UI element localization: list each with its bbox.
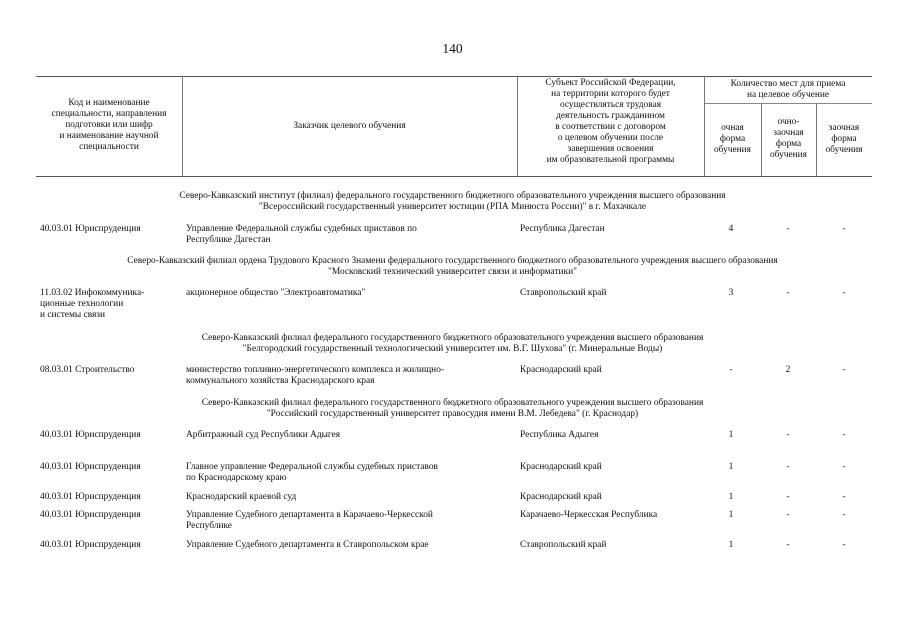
row-part-count: - [786, 492, 790, 502]
row-region: Ставропольский край [520, 288, 607, 298]
row-region: Краснодарский край [520, 462, 602, 472]
row-customer: Управление Судебного департамента в Карачаево-Черкесской Республике [186, 510, 433, 531]
header-top-rule [36, 76, 872, 77]
row-region: Карачаево-Черкесская Республика [520, 510, 658, 520]
row-corr-count: - [842, 288, 846, 298]
row-code: 08.03.01 Строительство [40, 365, 135, 375]
row-full-count: 1 [728, 510, 734, 520]
row-customer: министерство топливно-энергетического комплекса и жилищно- коммунального хозяйства Краснодарского края [186, 365, 445, 386]
group-title: Северо-Кавказский институт (филиал) федерального государственного бюджетного образовательного учреждения высшего образования "Всероссийский государственный университет юстиции (РПА Минюста России)" в г. Махачкале [179, 191, 726, 212]
row-part-count: - [786, 288, 790, 298]
row-corr-count: - [842, 224, 846, 234]
page-number: 140 [442, 41, 463, 56]
row-corr-count: - [842, 462, 846, 472]
row-full-count: 1 [728, 492, 734, 502]
row-corr-count: - [842, 510, 846, 520]
row-region: Республика Адыгея [520, 430, 599, 440]
header-part-time: очно- заочная форма обучения [769, 117, 807, 160]
row-customer: Управление Федеральной службы судебных приставов по Республике Дагестан [186, 224, 417, 245]
row-customer: Главное управление Федеральной службы судебных приставов по Краснодарскому краю [186, 462, 438, 483]
header-region: Субъект Российской Федерации, на территории которого будет осуществляться трудовая деятельность гражданином в соответствии с договором о целевом обучении после завершения освоения им образовательной программы [545, 78, 676, 165]
row-code: 40.03.01 Юриспруденция [40, 224, 141, 234]
row-region: Республика Дагестан [520, 224, 605, 234]
group-title: Северо-Кавказский филиал ордена Трудового Красного Знамени федерального государственного бюджетного образовательного учреждения высшего образования "Московский технический университет связи и информатики" [127, 256, 778, 277]
row-full-count: 4 [728, 224, 734, 234]
group-title: Северо-Кавказский филиал федерального государственного бюджетного образовательного учреждения высшего образования "Российский государственный университет правосудия имени В.М. Лебедева" (г. Краснодар) [201, 398, 704, 419]
row-corr-count: - [842, 430, 846, 440]
row-corr-count: - [842, 540, 846, 550]
row-code: 40.03.01 Юриспруденция [40, 540, 141, 550]
row-part-count: 2 [785, 365, 791, 375]
row-part-count: - [786, 430, 790, 440]
row-full-count: - [729, 365, 733, 375]
row-full-count: 1 [728, 430, 734, 440]
row-full-count: 1 [728, 462, 734, 472]
row-code: 40.03.01 Юриспруденция [40, 430, 141, 440]
row-code: 40.03.01 Юриспруденция [40, 462, 141, 472]
row-customer: Управление Судебного департамента в Ставропольском крае [186, 540, 429, 550]
header-correspondence: заочная форма обучения [825, 123, 863, 155]
row-code: 40.03.01 Юриспруденция [40, 492, 141, 502]
row-part-count: - [786, 462, 790, 472]
header-code: Код и наименование специальности, направления подготовки или шифр и наименование научной специальности [51, 98, 167, 152]
row-corr-count: - [842, 492, 846, 502]
row-corr-count: - [842, 365, 846, 375]
row-region: Ставропольский край [520, 540, 607, 550]
row-full-count: 3 [728, 288, 734, 298]
row-part-count: - [786, 540, 790, 550]
row-customer: акционерное общество "Электроавтоматика" [186, 288, 366, 298]
places-sub-rule [704, 103, 872, 104]
row-part-count: - [786, 510, 790, 520]
group-title: Северо-Кавказский филиал федерального государственного бюджетного образовательного учреждения высшего образования "Белгородский государственный технологический университет им. В.Г. Шухова" (г. Минеральные Воды) [201, 333, 704, 354]
row-customer: Краснодарский краевой суд [186, 492, 297, 502]
row-region: Краснодарский край [520, 492, 602, 502]
header-places: Количество мест для приема на целевое обучение [730, 79, 846, 100]
row-part-count: - [786, 224, 790, 234]
row-customer: Арбитражный суд Республики Адыгея [186, 430, 341, 440]
header-bottom-rule [36, 176, 872, 177]
header-customer: Заказчик целевого обучения [293, 121, 406, 131]
row-code: 40.03.01 Юриспруденция [40, 510, 141, 520]
row-full-count: 1 [728, 540, 734, 550]
header-full-time: очная форма обучения [713, 123, 751, 155]
row-code: 11.03.02 Инфокоммуника- ционные технологии и системы связи [40, 288, 145, 320]
row-region: Краснодарский край [520, 365, 602, 375]
